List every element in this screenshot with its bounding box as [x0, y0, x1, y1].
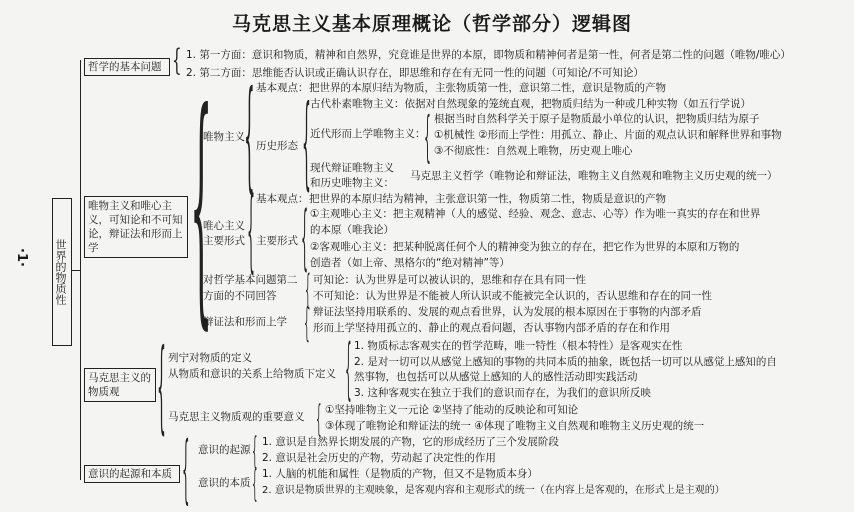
unknowable-theory: 不可知论：认为世界是不能被人所认识或不能被完全认识的，否认思维和存在的同一性 — [313, 290, 712, 302]
brace-materialism: { — [244, 66, 255, 205]
modern-materialism-point-3: ③不彻底性：自然观上唯物，历史观上唯心 — [434, 145, 633, 157]
lenin-definition-line-1: 列宁对物质的定义 — [168, 352, 252, 364]
second-aspect-label-line-1: 对哲学基本问题第二 — [203, 274, 298, 286]
brace-matter-view: { — [157, 327, 166, 444]
subjective-idealism-line-2: 的本原（唯我论） — [310, 224, 394, 236]
dialectical-materialism-line-2: 和历史唯物主义： — [310, 177, 394, 189]
lenin-definition-line-2: 从物质和意识的关系上给物质下定义 — [168, 368, 336, 380]
dialectics-point-2: 形而上学坚持用孤立的、静止的观点看问题，否认事物内部矛盾的存在和作用 — [313, 322, 670, 334]
objective-idealism-line-2: 创造者（如上帝、黑格尔的“绝对精神”等） — [310, 257, 510, 269]
consciousness-essence-label: 意识的本质 — [198, 477, 251, 489]
brace-consciousness: { — [182, 426, 190, 512]
matter-definition-1: 1. 物质标志客观实在的哲学范畴，唯一特性（根本特性）是客观实在性 — [354, 340, 683, 352]
basic-question-aspect-1: 1. 第一方面：意识和物质，精神和自然界，究竟谁是世界的本原，即物质和精神何者是第一性，何者是第二性的问题（唯物/唯心） — [186, 49, 791, 61]
origin-point-1: 1. 意识是自然界长期发展的产物，它的形成经历了三个发展阶段 — [262, 436, 559, 448]
brace-significance: { — [316, 399, 322, 440]
matter-definition-2b: 然事物，也包括可以从感觉上感知的人的感性活动即实践活动 — [354, 371, 638, 383]
significance-point-1: ①坚持唯物主义一元论 ②坚持了能动的反映论和可知论 — [325, 404, 579, 416]
idealism-label-line-1: 唯心主义 — [203, 220, 245, 232]
consciousness-origin-label: 意识的起源 — [198, 444, 251, 456]
modern-materialism-point-2: ①机械性 ②形而上学性：用孤立、静止、片面的观点认识和解释世界和事物 — [434, 129, 782, 141]
idealism-basic-text: 把世界的本原归结为精神，主张意识第一性，物质第二性，物质是意识的产物 — [309, 193, 666, 205]
modern-materialism-point-1: 根据当时自然科学关于原子是物质最小单位的认识，把物质归结为原子 — [434, 113, 760, 125]
brace-origin: { — [252, 431, 258, 472]
essence-point-1: 1. 人脑的机能和属性（是物质的产物，但又不是物质本身） — [262, 468, 538, 480]
idealism-main-form-label: 主要形式 — [256, 235, 298, 247]
brace-schools: { — [190, 59, 213, 350]
brace-idealism-forms: { — [301, 196, 309, 278]
basic-question-aspect-2: 2. 第二方面：思维能否认识或正确认识存在，即思维和存在有无同一性的问题（可知论/不可知论） — [186, 67, 644, 79]
brace-dialectics: { — [304, 300, 310, 346]
materialism-label: 唯物主义 — [203, 131, 245, 143]
materialism-basic-label: 基本观点： — [256, 82, 309, 94]
essence-point-2: 2. 意识是物质世界的主观映象，是客观内容和主观形式的统一（在内容上是客观的，在形式上是主观的） — [262, 485, 725, 496]
history-form-label: 历史形态 — [256, 140, 298, 152]
brace-essence: { — [252, 464, 258, 505]
matter-view-significance-label: 马克思主义物质观的重要意义 — [168, 411, 305, 423]
brace-lenin-definition: { — [345, 330, 352, 407]
dialectics-point-1: 辩证法坚持用联系的、发展的观点看世界，认为发展的根本原因在于事物的内部矛盾 — [313, 306, 702, 318]
objective-idealism-line-1: ②客观唯心主义：把某种脱离任何个人的精神变为独立的存在，把它作为世界的本原和万物的 — [310, 241, 740, 253]
matter-definition-2a: 2. 是对一切可以从感觉上感知的事物的共同本质的抽象，既包括一切可以从感觉上感知的自 — [354, 356, 777, 368]
brace-modern-materialism: { — [424, 105, 431, 168]
materialism-basic-text: 把世界的本原归结为物质，主张物质第一性，意识第二性，意识是物质的产物 — [309, 82, 666, 94]
brace-idealism: { — [247, 178, 256, 283]
section-matter-view-box: 马克思主义的物质观 — [84, 368, 156, 402]
modern-materialism-label: 近代形而上学唯物主义： — [310, 128, 426, 140]
idealism-label-line-2: 主要形式 — [203, 235, 245, 247]
brace-second-aspect: { — [305, 267, 311, 313]
dialectical-materialism-text: 马克思主义哲学（唯物论和辩证法，唯物主义自然观和唯物主义历史观的统一） — [410, 170, 778, 182]
significance-point-2: ③体现了唯物论和辩证法的统一 ④体现了唯物主义自然观和唯物主义历史观的统一 — [325, 420, 705, 432]
brace-basic-question: { — [172, 43, 182, 78]
page-number: ·1· — [14, 248, 29, 267]
section-basic-question-box: 哲学的基本问题 — [84, 58, 170, 76]
ancient-materialism: 古代朴素唯物主义：依据对自然现象的笼统直观，把物质归结为一种或几种实物（如五行学说） — [310, 98, 751, 110]
root-connector — [72, 270, 81, 271]
origin-point-2: 2. 意识是社会历史的产物，劳动起了决定性的作用 — [262, 452, 496, 464]
idealism-basic-label: 基本观点： — [256, 193, 309, 205]
matter-definition-3: 3. 这种客观实在独立于我们的意识而存在，为我们的意识所反映 — [354, 387, 651, 399]
section-schools-box: 唯物主义和唯心主义，可知论和不可知论，辩证法和形而上学 — [84, 196, 188, 258]
page-title: 马克思主义基本原理概论（哲学部分）逻辑图 — [232, 13, 633, 35]
root-topic-box: 世界的物质性 — [52, 198, 72, 346]
dialectics-label: 辩证法和形而上学 — [203, 316, 287, 328]
knowable-theory: 可知论：认为世界是可以被认识的，思维和存在具有同一性 — [313, 274, 586, 286]
subjective-idealism-line-1: ①主观唯心主义：把主观精神（人的感觉、经验、观念、意志、心等）作为唯一真实的存在和世界 — [310, 208, 761, 220]
brace-history-form: { — [302, 83, 311, 200]
section-consciousness-box: 意识的起源和本质 — [84, 465, 180, 483]
second-aspect-label-line-2: 方面的不同回答 — [203, 290, 277, 302]
dialectical-materialism-line-1: 现代辩证唯物主义 — [310, 162, 394, 174]
